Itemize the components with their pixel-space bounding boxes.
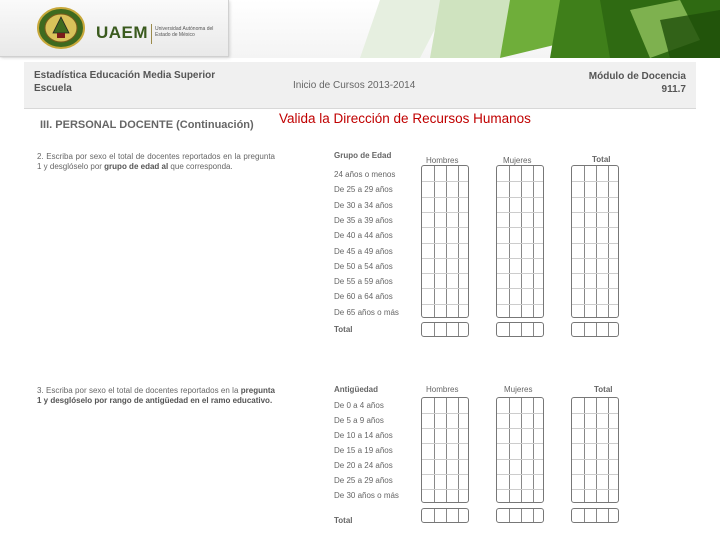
- q3-row-label: De 0 a 4 años: [334, 401, 384, 410]
- grid-row-divider: [422, 474, 468, 475]
- grid-row-divider: [497, 258, 543, 259]
- q3-col-women: Mujeres: [504, 385, 533, 394]
- q3-women-grid[interactable]: [496, 397, 544, 503]
- grid-row-divider: [422, 227, 468, 228]
- grid-row-divider: [497, 443, 543, 444]
- q2-row-label: De 50 a 54 años: [334, 261, 393, 271]
- q3-total-total-box[interactable]: [571, 508, 619, 523]
- grid-row-divider: [497, 273, 543, 274]
- question-3-number: 3.: [37, 386, 44, 395]
- total-column-divider: [608, 323, 609, 336]
- grid-column-divider: [458, 166, 459, 317]
- grid-row-divider: [497, 474, 543, 475]
- q2-col-women: Mujeres: [503, 156, 532, 165]
- grid-row-divider: [422, 181, 468, 182]
- university-seal-icon: [36, 6, 86, 50]
- total-column-divider: [509, 509, 510, 522]
- grid-row-divider: [422, 212, 468, 213]
- grid-row-divider: [497, 212, 543, 213]
- q3-women-total-box[interactable]: [496, 508, 544, 523]
- q3-group-header: Antigüedad: [334, 385, 378, 394]
- grid-row-divider: [572, 227, 618, 228]
- q3-total-label: Total: [334, 516, 353, 525]
- total-column-divider: [584, 323, 585, 336]
- total-column-divider: [521, 323, 522, 336]
- doc-title-statistics: Estadística Educación Media Superior: [34, 70, 216, 81]
- question-2-number: 2.: [37, 152, 44, 161]
- question-3-text-before: Escriba por sexo el total de docentes reportados en la: [46, 386, 239, 395]
- grid-row-divider: [497, 304, 543, 305]
- grid-row-divider: [497, 227, 543, 228]
- grid-row-divider: [572, 489, 618, 490]
- doc-title-period: Inicio de Cursos 2013-2014: [293, 80, 416, 91]
- total-column-divider: [533, 323, 534, 336]
- q2-men-grid[interactable]: [421, 165, 469, 318]
- grid-row-divider: [422, 304, 468, 305]
- q3-col-men: Hombres: [426, 385, 459, 394]
- total-column-divider: [584, 509, 585, 522]
- total-column-divider: [446, 509, 447, 522]
- decorative-banner-graphic: [360, 0, 720, 58]
- grid-row-divider: [497, 413, 543, 414]
- q2-women-total-box[interactable]: [496, 322, 544, 337]
- q2-row-label: De 40 a 44 años: [334, 231, 393, 241]
- grid-row-divider: [572, 212, 618, 213]
- q2-row-label: De 55 a 59 años: [334, 277, 393, 287]
- q2-total-grid[interactable]: [571, 165, 619, 318]
- grid-row-divider: [497, 428, 543, 429]
- grid-row-divider: [422, 459, 468, 460]
- question-2-text-before: Escriba por sexo el total de docentes reportados en la pregunta 1 y desglóselo por: [37, 152, 275, 171]
- question-3-text: [37, 386, 275, 406]
- q3-row-label: De 10 a 14 años: [334, 431, 393, 440]
- total-column-divider: [446, 323, 447, 336]
- doc-title-form-number: 911.7: [661, 84, 686, 95]
- grid-row-divider: [422, 288, 468, 289]
- question-3-text-bold: pregunta 1 y desglóselo por rango de antigüedad en el ramo educativo.: [37, 386, 275, 405]
- q2-group-header: Grupo de Edad: [334, 151, 392, 160]
- grid-row-divider: [572, 181, 618, 182]
- grid-row-divider: [497, 489, 543, 490]
- q3-row-label: De 15 a 19 años: [334, 446, 393, 455]
- doc-title-school: Escuela: [34, 83, 72, 94]
- grid-row-divider: [572, 443, 618, 444]
- grid-row-divider: [572, 428, 618, 429]
- q3-row-label: De 30 años o más: [334, 491, 399, 500]
- total-column-divider: [608, 509, 609, 522]
- brand-name: UAEM: [96, 23, 149, 42]
- grid-row-divider: [572, 459, 618, 460]
- grid-row-divider: [497, 459, 543, 460]
- doc-title-module: Módulo de Docencia: [588, 71, 686, 82]
- total-column-divider: [458, 323, 459, 336]
- grid-column-divider: [446, 166, 447, 317]
- grid-row-divider: [572, 413, 618, 414]
- grid-row-divider: [422, 428, 468, 429]
- grid-row-divider: [422, 489, 468, 490]
- total-column-divider: [434, 509, 435, 522]
- q2-total-total-box[interactable]: [571, 322, 619, 337]
- grid-column-divider: [521, 166, 522, 317]
- grid-column-divider: [596, 166, 597, 317]
- q2-row-label: De 60 a 64 años: [334, 292, 393, 302]
- grid-row-divider: [497, 197, 543, 198]
- brand-subtitle: Universidad Autónoma del Estado de México: [155, 26, 214, 38]
- grid-row-divider: [572, 258, 618, 259]
- question-2-text-bold: grupo de edad al: [104, 162, 169, 171]
- grid-row-divider: [572, 243, 618, 244]
- validation-note: Valida la Dirección de Recursos Humanos: [279, 111, 531, 126]
- q3-row-label: De 20 a 24 años: [334, 461, 393, 470]
- q3-men-total-box[interactable]: [421, 508, 469, 523]
- grid-row-divider: [572, 474, 618, 475]
- brand-divider: [151, 24, 152, 44]
- grid-row-divider: [497, 243, 543, 244]
- grid-row-divider: [422, 243, 468, 244]
- q2-row-label: 24 años o menos: [334, 170, 396, 179]
- grid-row-divider: [422, 413, 468, 414]
- grid-row-divider: [572, 197, 618, 198]
- grid-row-divider: [497, 181, 543, 182]
- total-column-divider: [458, 509, 459, 522]
- grid-row-divider: [572, 273, 618, 274]
- q2-col-total: Total: [592, 155, 611, 164]
- grid-row-divider: [422, 258, 468, 259]
- grid-row-divider: [572, 288, 618, 289]
- total-column-divider: [533, 509, 534, 522]
- grid-row-divider: [422, 197, 468, 198]
- question-2-text: [37, 152, 275, 172]
- grid-row-divider: [422, 273, 468, 274]
- q3-row-label: De 5 a 9 años: [334, 416, 384, 425]
- q2-row-label: De 25 a 29 años: [334, 185, 393, 195]
- total-column-divider: [521, 509, 522, 522]
- q3-total-grid[interactable]: [571, 397, 619, 503]
- grid-column-divider: [608, 166, 609, 317]
- q3-men-grid[interactable]: [421, 397, 469, 503]
- total-column-divider: [596, 509, 597, 522]
- q2-row-label: De 45 a 49 años: [334, 246, 393, 256]
- grid-column-divider: [434, 166, 435, 317]
- q2-col-men: Hombres: [426, 156, 459, 165]
- q2-total-label: Total: [334, 325, 353, 334]
- total-column-divider: [434, 323, 435, 336]
- grid-row-divider: [497, 288, 543, 289]
- grid-column-divider: [533, 166, 534, 317]
- q3-col-total: Total: [594, 385, 613, 394]
- total-column-divider: [509, 323, 510, 336]
- grid-row-divider: [572, 304, 618, 305]
- q2-row-label: De 65 años o más: [334, 307, 399, 317]
- q2-women-grid[interactable]: [496, 165, 544, 318]
- section-title: III. PERSONAL DOCENTE (Continuación): [40, 119, 254, 131]
- q2-men-total-box[interactable]: [421, 322, 469, 337]
- total-column-divider: [596, 323, 597, 336]
- grid-row-divider: [422, 443, 468, 444]
- q2-row-label: De 30 a 34 años: [334, 200, 393, 210]
- q3-row-label: De 25 a 29 años: [334, 476, 393, 485]
- institution-logo-card: [0, 0, 229, 57]
- question-2-text-after: que corresponda.: [170, 162, 233, 171]
- grid-column-divider: [584, 166, 585, 317]
- grid-column-divider: [509, 166, 510, 317]
- q2-row-label: De 35 a 39 años: [334, 215, 393, 225]
